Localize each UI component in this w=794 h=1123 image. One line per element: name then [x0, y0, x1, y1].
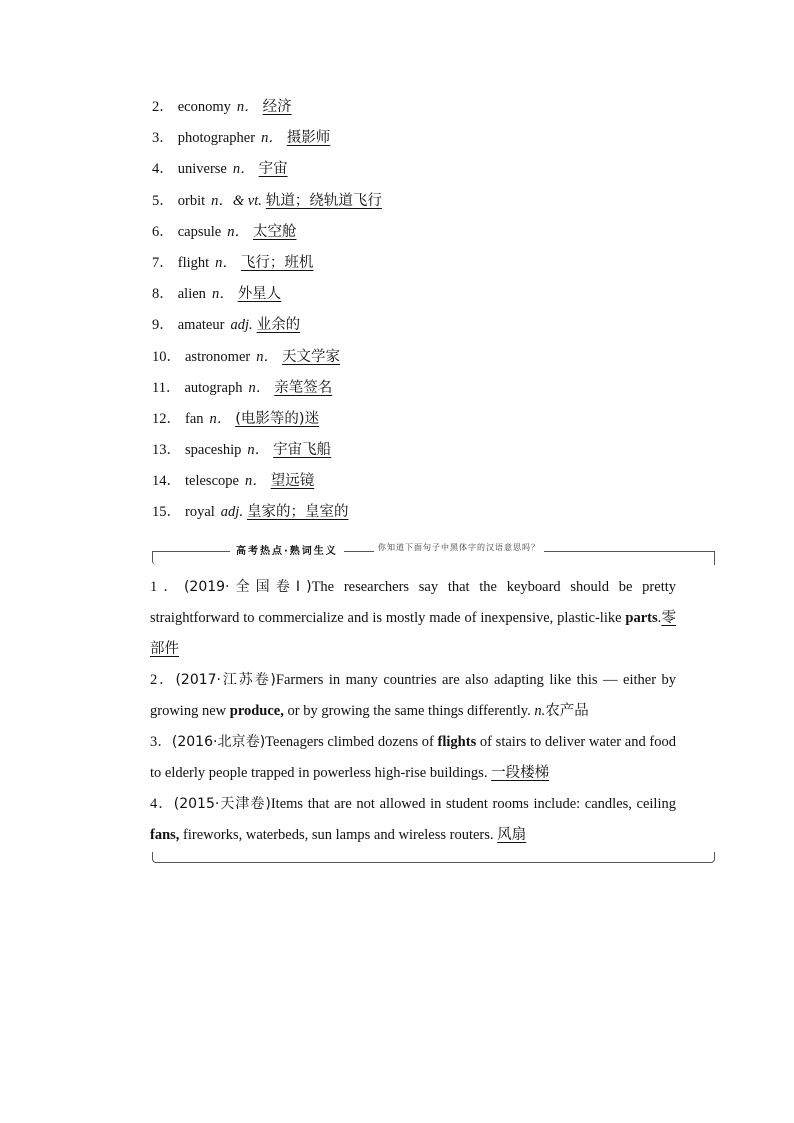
part-of-speech: n．: [248, 379, 271, 396]
vocab-item: [152, 499, 632, 530]
exam-source: (2016·北京卷): [171, 734, 266, 750]
vocab-word: royal: [185, 504, 215, 521]
vocab-word: flight: [177, 254, 210, 271]
vocab-meaning: 摄影师: [286, 130, 331, 147]
vocab-word: astronomer: [185, 348, 251, 365]
item-number: 7．: [152, 254, 174, 271]
vocab-meaning: 宇宙: [258, 161, 288, 178]
part-of-speech: adj.: [220, 504, 243, 521]
vocab-meaning: 亲笔签名: [274, 379, 333, 396]
bracket-line: [156, 862, 711, 863]
vocab-item: [152, 375, 632, 406]
item-number: 4．: [152, 161, 174, 178]
example-item: [120, 789, 676, 851]
example-sentences: [120, 572, 676, 851]
vocab-word: economy: [177, 99, 231, 115]
item-number: 14．: [152, 473, 181, 490]
vocab-item: [152, 250, 632, 281]
sentence-text: or by growing the same things differently.: [283, 703, 531, 719]
vocab-item: [152, 344, 632, 375]
section-title: 高考热点·熟词生义: [230, 542, 344, 557]
example-number: 3．: [150, 734, 172, 750]
bracket-corner-right: [710, 852, 715, 863]
vocab-word: spaceship: [185, 442, 242, 459]
section-bottom-bracket: [152, 852, 715, 864]
vocab-item: [152, 406, 632, 437]
example-number: 2．: [150, 672, 176, 688]
vocab-item: [152, 94, 632, 125]
item-number: 6．: [152, 223, 174, 240]
part-of-speech: n．: [215, 254, 237, 271]
vocab-word: autograph: [184, 379, 243, 396]
example-number: 1．: [150, 579, 184, 595]
item-number: 12．: [152, 410, 181, 427]
sentence-text: Farmers in many countries are also adapting like this — either by growing new: [150, 672, 677, 719]
vocab-meaning: 宇宙飞船: [273, 442, 332, 459]
example-item: [120, 665, 676, 727]
item-number: 11．: [152, 379, 181, 396]
vocab-meaning: 飞行；班机: [240, 254, 314, 271]
vocab-item: [152, 125, 632, 156]
part-of-speech: n．& vt.: [211, 192, 262, 209]
part-of-speech: n．: [244, 473, 267, 490]
vocab-meaning: 望远镜: [270, 473, 315, 490]
sentence-text: Items that are not allowed in student rooms include: candles, ceiling: [270, 796, 676, 812]
vocab-word: universe: [177, 161, 227, 178]
vocab-item: [152, 312, 632, 343]
vocab-meaning: 轨道；绕轨道飞行: [265, 192, 382, 209]
vocab-item: [152, 437, 632, 468]
answer-meaning: 一段楼梯: [491, 765, 550, 781]
item-number: 9．: [152, 317, 174, 334]
bracket-corner-right: [711, 551, 715, 565]
item-number: 2．: [152, 99, 174, 115]
example-item: [120, 727, 676, 789]
part-of-speech: n．: [261, 130, 283, 147]
highlighted-word: produce,: [229, 703, 284, 719]
vocab-item: [152, 281, 632, 312]
vocab-meaning: 天文学家: [281, 348, 340, 365]
vocab-word: orbit: [177, 192, 206, 209]
item-number: 8．: [152, 286, 174, 303]
exam-source: (2019·全国卷Ⅰ): [183, 579, 312, 595]
part-of-speech: n．: [236, 99, 259, 115]
vocab-item: [152, 468, 632, 499]
item-number: 10．: [152, 348, 181, 365]
part-of-speech: n．: [256, 348, 278, 365]
answer-meaning: 风扇: [497, 827, 527, 843]
sentence-text: fireworks, waterbeds, sun lamps and wireless routers.: [179, 827, 494, 843]
part-of-speech: adj.: [230, 317, 253, 334]
exam-source: (2015·天津卷): [173, 796, 271, 812]
vocab-meaning: 外星人: [237, 286, 282, 303]
vocab-item: [152, 188, 632, 219]
vocabulary-list: [152, 94, 632, 531]
sentence-text: of stairs to deliver water and food to elderly people trapped in powerless high-rise buildings.: [150, 734, 676, 781]
highlighted-word: fans,: [150, 827, 180, 843]
vocab-word: capsule: [177, 223, 222, 240]
bracket-corner-left: [152, 551, 156, 565]
example-item: [120, 572, 676, 665]
item-number: 5．: [152, 192, 174, 209]
answer-meaning: 农产品: [545, 703, 589, 719]
example-number: 4．: [150, 796, 174, 812]
item-number: 15．: [152, 504, 181, 521]
part-of-speech: n．: [232, 161, 255, 178]
vocab-word: photographer: [177, 130, 256, 147]
vocab-meaning: (电影等的)迷: [235, 410, 320, 427]
vocab-meaning: 经济: [262, 99, 292, 115]
vocab-meaning: 太空舱: [252, 223, 297, 240]
sentence-text: .: [657, 610, 662, 626]
vocab-item: [152, 219, 632, 250]
part-of-speech: n．: [247, 442, 270, 459]
sentence-text: The researchers say that the keyboard should be pretty straightforward to commercialize and is mostly made of inexpensive, plastic-like: [150, 579, 677, 626]
sentence-text: Teenagers climbed dozens of: [265, 734, 438, 750]
part-of-speech: n．: [209, 410, 232, 427]
vocab-meaning: 业余的: [256, 317, 301, 334]
section-hint: 你知道下面句子中黑体字的汉语意思吗？: [374, 542, 544, 553]
vocab-word: telescope: [185, 473, 239, 490]
vocab-word: fan: [185, 410, 204, 427]
section-header: [152, 538, 715, 568]
vocab-word: alien: [177, 286, 206, 303]
vocab-meaning: 皇家的；皇室的: [246, 504, 349, 521]
part-of-speech: n．: [227, 223, 249, 240]
vocab-item: [152, 156, 632, 187]
highlighted-word: flights: [437, 734, 477, 750]
answer-meaning: 零部件: [150, 610, 676, 657]
highlighted-word: parts: [625, 610, 658, 626]
exam-source: (2017·江苏卷): [175, 672, 276, 688]
answer-pos: n.: [534, 703, 546, 719]
part-of-speech: n．: [211, 286, 234, 303]
item-number: 13．: [152, 442, 181, 459]
item-number: 3．: [152, 130, 174, 147]
vocab-word: amateur: [177, 317, 225, 334]
